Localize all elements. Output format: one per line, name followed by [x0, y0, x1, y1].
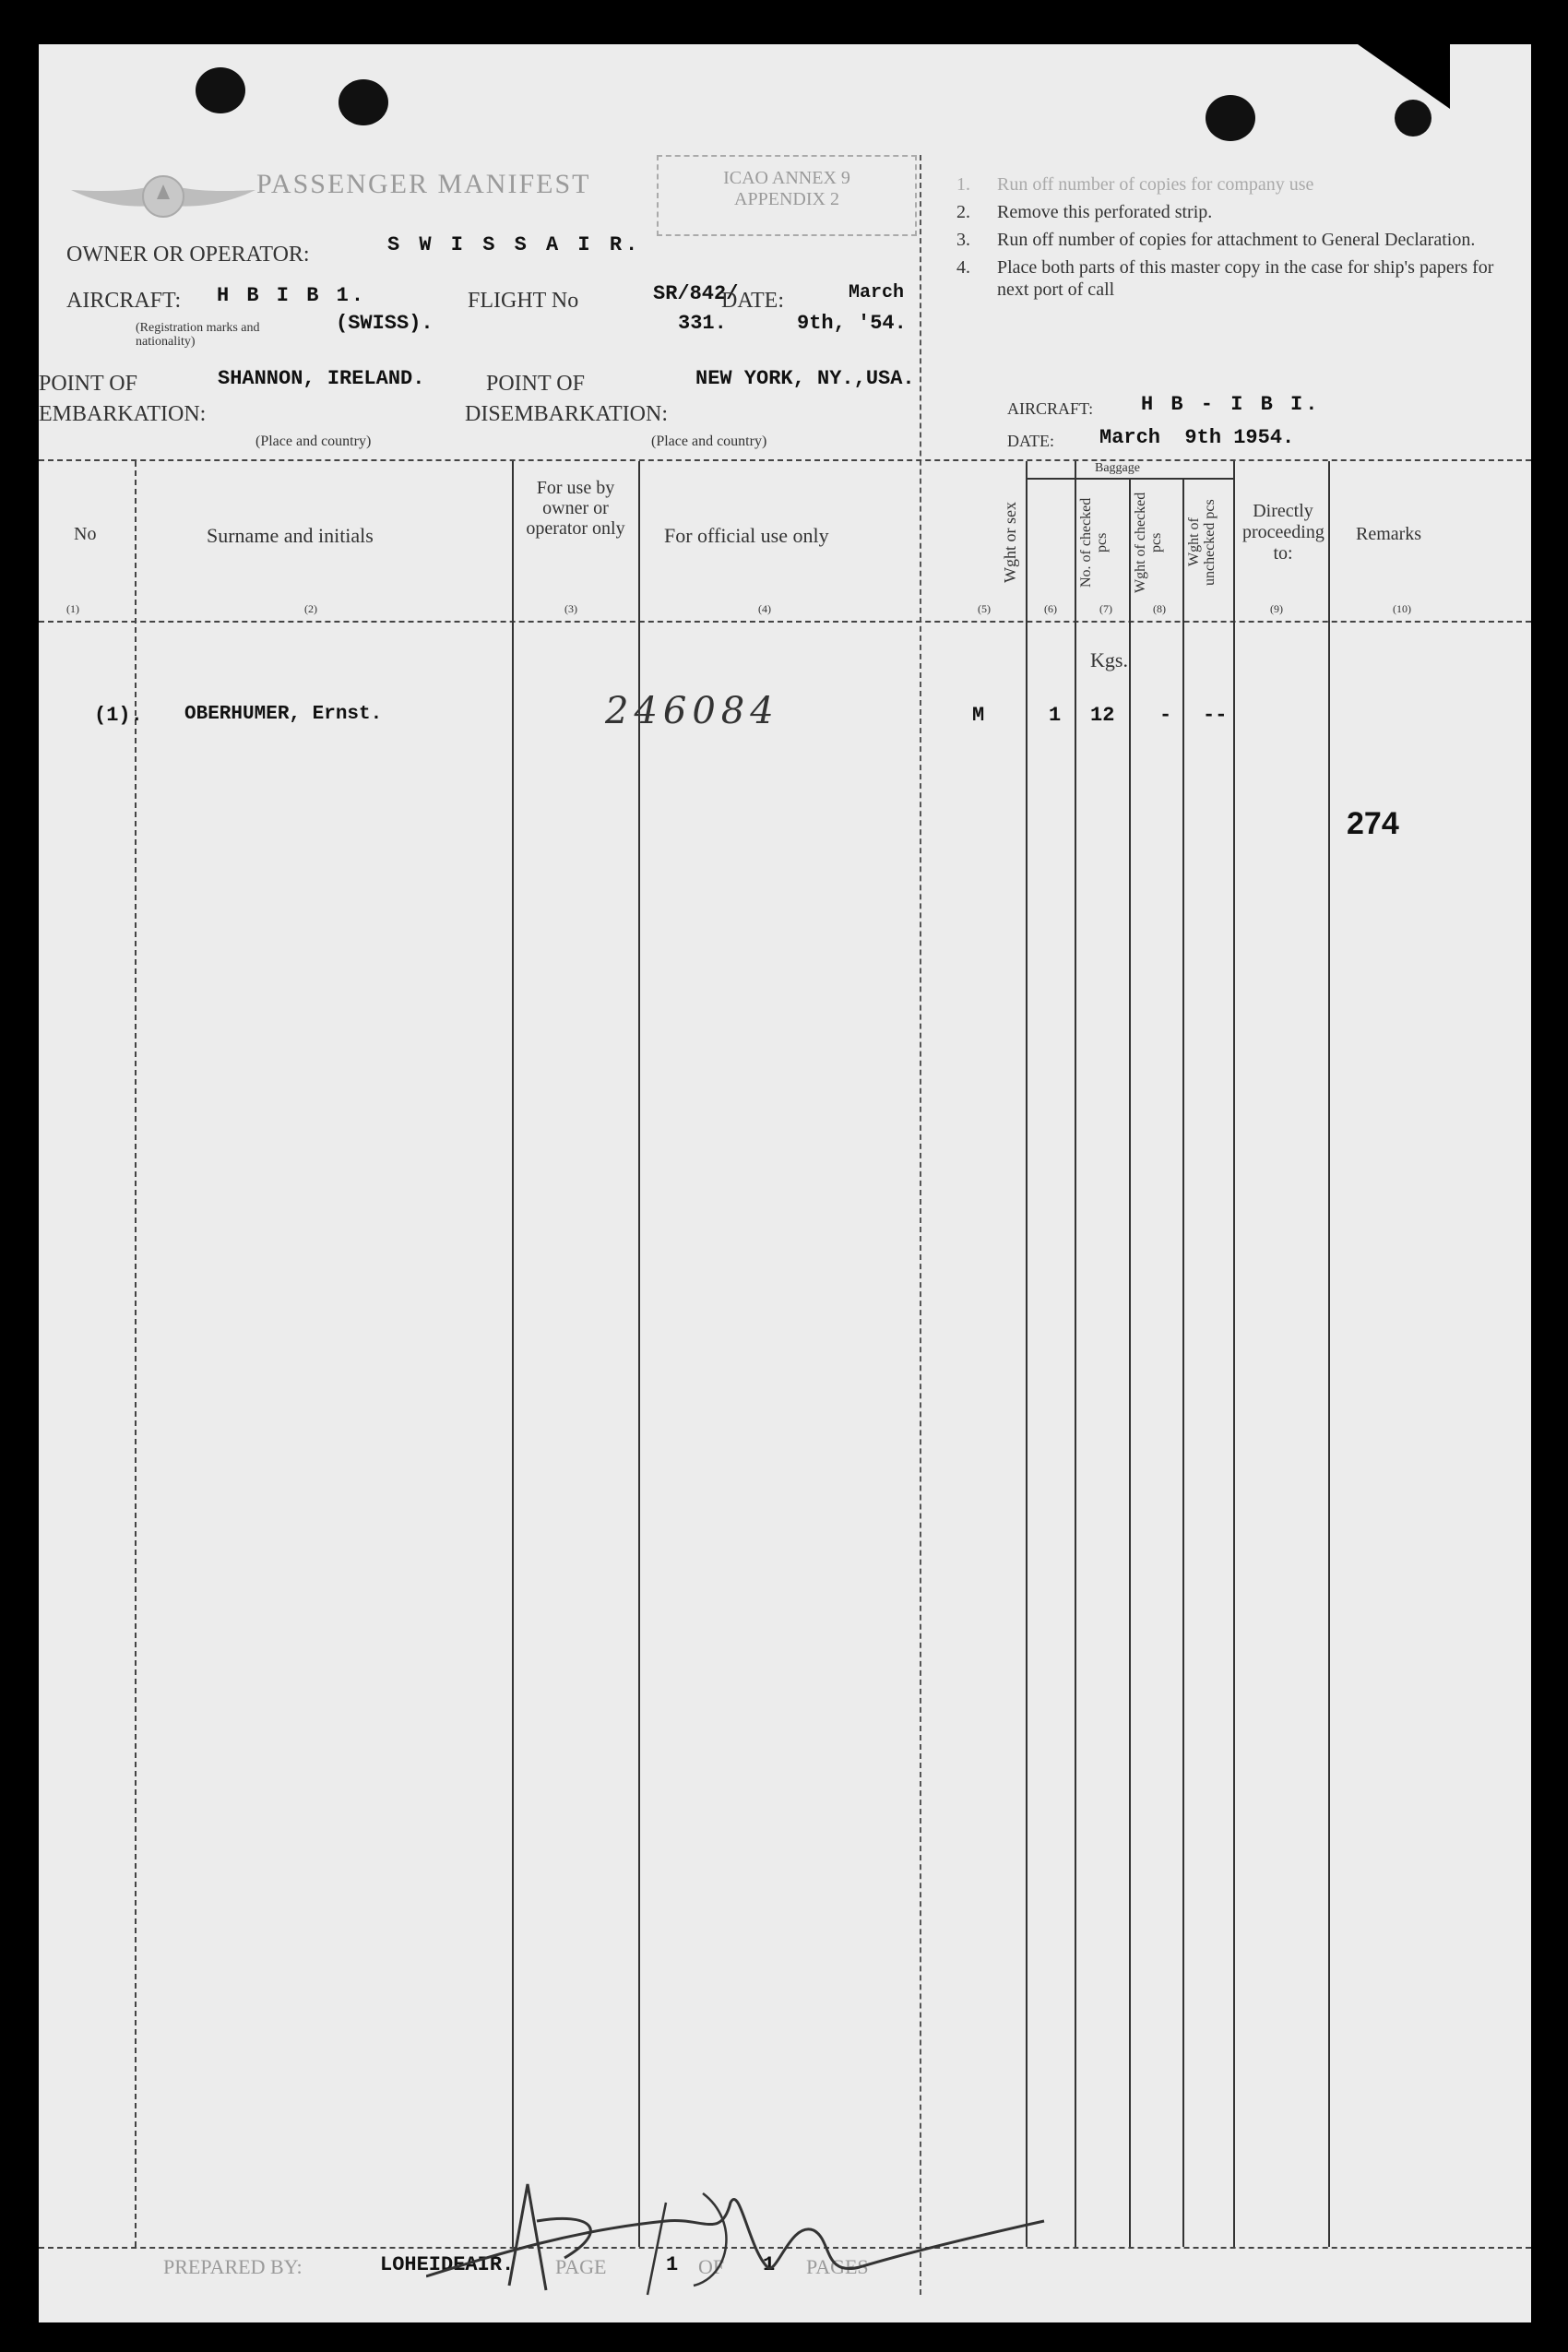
instr-date-value: March 9th 1954. — [1099, 426, 1295, 449]
col-header-weight-sex: Wght or sex — [1001, 502, 1019, 583]
col-header-remarks: Remarks — [1356, 524, 1422, 544]
header-bottom-rule — [39, 621, 1531, 623]
torn-corner — [1358, 44, 1450, 109]
of-label: OF — [698, 2255, 725, 2278]
col-number: (5) — [978, 602, 991, 615]
disembark-value: NEW YORK, NY.,USA. — [695, 367, 915, 390]
punch-hole — [339, 79, 388, 125]
owner-value: S W I S S A I R. — [387, 233, 642, 256]
col-divider — [1129, 478, 1131, 2247]
col-number: (6) — [1044, 602, 1057, 615]
col-header-checked-pcs: No. of checked pcs — [1078, 497, 1110, 588]
unchecked-weight: - — [1159, 704, 1172, 727]
punch-hole — [1206, 95, 1255, 141]
aircraft-nationality: (SWISS). — [336, 312, 434, 335]
prepared-by-label: PREPARED BY: — [163, 2255, 303, 2278]
col-number: (9) — [1270, 602, 1283, 615]
place-country-1: (Place and country) — [255, 434, 372, 449]
page-number: 1 — [666, 2253, 679, 2276]
instr-date-label: DATE: — [1007, 432, 1054, 450]
passenger-sex: M — [972, 704, 985, 727]
col-divider — [1182, 478, 1184, 2247]
col-divider — [1075, 461, 1076, 2247]
instr-aircraft-value: H B - I B I. — [1141, 393, 1321, 416]
instruction-item: 4. Place both parts of this master copy in the case for ship's papers for next port of call — [956, 257, 1494, 300]
annex-line-1: ICAO ANNEX 9 — [723, 168, 850, 188]
checked-pieces: 1 — [1049, 704, 1062, 727]
instruction-item: 2. Remove this perforated strip. — [956, 202, 1213, 222]
kgs-label: Kgs. — [1090, 648, 1128, 671]
instruction-item: 3. Run off number of copies for attachment to General Declaration. — [956, 230, 1476, 250]
aircraft-label: AIRCRAFT: — [66, 289, 182, 313]
col-number: (3) — [564, 602, 577, 615]
disembark-label-2: DISEMBARKATION: — [465, 402, 669, 426]
embark-label-1: POINT OF — [39, 372, 137, 396]
col-divider — [135, 461, 137, 2247]
col-divider — [512, 461, 514, 2247]
annex-box — [657, 155, 917, 236]
wings-logo-icon — [66, 164, 260, 229]
manifest-sheet — [39, 44, 1531, 2322]
row-number: (1). — [94, 704, 143, 727]
baggage-rule — [1026, 478, 1233, 480]
col-header-surname: Surname and initials — [207, 524, 374, 547]
col-number: (7) — [1099, 602, 1112, 615]
flight-label: FLIGHT No — [468, 289, 579, 313]
col-header-proceeding: Directly proceeding to: — [1242, 501, 1324, 564]
signature-scribble — [426, 2166, 1053, 2304]
perforation-line — [920, 155, 921, 2295]
embark-value: SHANNON, IRELAND. — [218, 367, 425, 390]
annex-line-2: APPENDIX 2 — [734, 189, 839, 209]
pages-label: PAGES — [806, 2255, 869, 2278]
page-label: PAGE — [555, 2255, 607, 2278]
of-number: 1 — [763, 2253, 776, 2276]
date-value-1: March — [849, 282, 905, 303]
col-number: (1) — [66, 602, 79, 615]
col-number: (2) — [304, 602, 317, 615]
col-header-official: For official use only — [664, 524, 829, 547]
col-header-weight-checked: Wght of checked pcs — [1133, 492, 1164, 593]
col-divider — [1233, 461, 1235, 2247]
remarks-number: 274 — [1347, 806, 1399, 841]
form-title: PASSENGER MANIFEST — [256, 169, 591, 199]
col-number: (10) — [1393, 602, 1411, 615]
baggage-weight: 12 — [1090, 704, 1115, 727]
date-value-2: 9th, '54. — [797, 312, 907, 335]
flight-value-1: SR/842/ — [653, 282, 739, 305]
passenger-name: OBERHUMER, Ernst. — [184, 704, 383, 725]
col-divider — [1026, 461, 1028, 2247]
col-divider — [1328, 461, 1330, 2247]
aircraft-value: H B I B 1. — [217, 284, 367, 307]
instructions-block — [956, 173, 1519, 301]
col-number: (4) — [758, 602, 771, 615]
punch-hole — [196, 67, 245, 113]
official-number: 246084 — [605, 690, 779, 732]
col-number: (8) — [1153, 602, 1166, 615]
col-header-weight-unchecked: Wght of unchecked pcs — [1186, 499, 1218, 586]
col-header-baggage: Baggage — [1095, 461, 1140, 475]
col-header-no: No — [74, 524, 97, 544]
owner-label: OWNER OR OPERATOR: — [66, 243, 310, 267]
instr-aircraft-label: AIRCRAFT: — [1007, 399, 1094, 418]
disembark-label-1: POINT OF — [486, 372, 585, 396]
aircraft-note: (Registration marks and nationality) — [136, 321, 260, 349]
place-country-2: (Place and country) — [651, 434, 767, 449]
date-label: DATE: — [721, 289, 784, 313]
flight-value-2: 331. — [678, 312, 727, 335]
prepared-by-value: LOHEIDEAIR. — [380, 2253, 515, 2276]
col-header-owner-use: For use by owner or operator only — [526, 478, 625, 539]
proceeding-to: -- — [1203, 704, 1228, 727]
header-top-rule — [39, 459, 1531, 461]
embark-label-2: EMBARKATION: — [39, 402, 207, 426]
instruction-item: 1. Run off number of copies for company use — [956, 174, 1314, 195]
